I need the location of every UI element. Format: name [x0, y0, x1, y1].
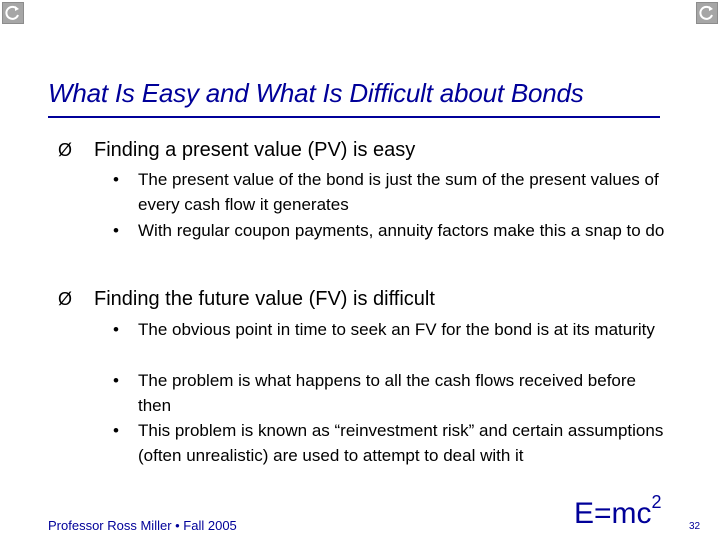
- page-number: 32: [689, 521, 701, 532]
- list-item: [113, 317, 673, 342]
- bullet-text: The present value of the bond is just the sum of the present values of every cash flow it generates: [138, 170, 659, 214]
- arrow-bullet-icon: Ø: [58, 289, 73, 309]
- bullet-icon: •: [113, 320, 119, 339]
- bullet-text: This problem is known as “reinvestment risk” and certain assumptions (often unrealistic) are used to attempt to deal with it: [138, 421, 664, 465]
- title-divider: [48, 116, 660, 118]
- refresh-icon[interactable]: [696, 2, 718, 24]
- arrow-bullet-icon: Ø: [58, 140, 73, 160]
- list-item: [113, 418, 673, 468]
- refresh-icon[interactable]: [2, 2, 24, 24]
- formula-base: E=mc: [574, 497, 652, 530]
- bullet-icon: •: [113, 371, 119, 390]
- list-item: [113, 368, 673, 418]
- bullet-text: With regular coupon payments, annuity factors make this a snap to do: [138, 221, 665, 240]
- formula-logo: [574, 492, 662, 531]
- footer-credit: Professor Ross Miller • Fall 2005: [48, 518, 237, 533]
- heading-text: Finding the future value (FV) is difficult: [94, 288, 435, 310]
- section-heading: [58, 138, 415, 162]
- bullet-icon: •: [113, 421, 119, 440]
- bullet-text: The obvious point in time to seek an FV for the bond is at its maturity: [138, 320, 655, 339]
- formula-exponent: 2: [651, 492, 662, 512]
- heading-text: Finding a present value (PV) is easy: [94, 139, 416, 161]
- bullet-icon: •: [113, 170, 119, 189]
- list-item: [113, 167, 673, 217]
- bullet-icon: •: [113, 221, 119, 240]
- section-heading: [58, 287, 435, 311]
- bullet-text: The problem is what happens to all the cash flows received before then: [138, 371, 636, 415]
- slide-title: What Is Easy and What Is Difficult about Bonds: [48, 78, 584, 108]
- list-item: [113, 218, 673, 243]
